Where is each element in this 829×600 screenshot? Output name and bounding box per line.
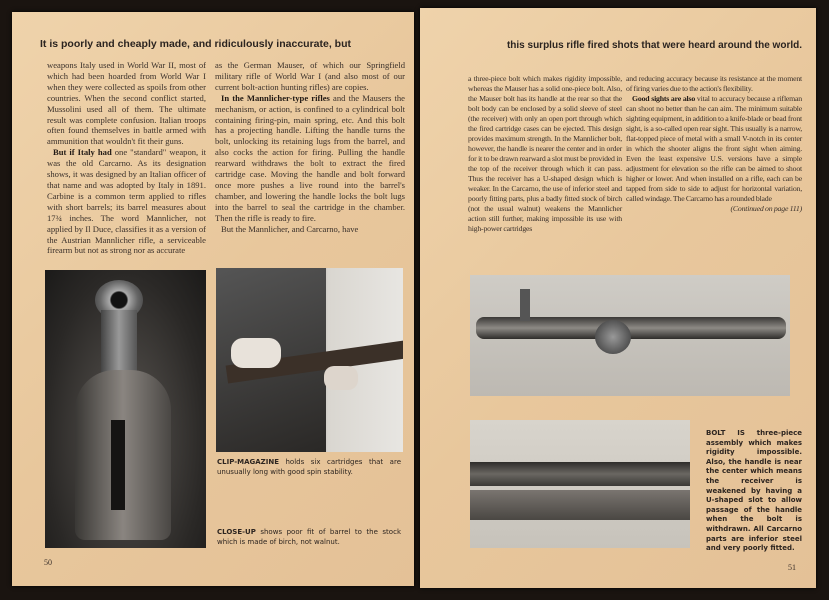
left-magazine-page <box>12 12 414 586</box>
right-headline: this surplus rifle fired shots that were heard around the world. <box>506 40 802 51</box>
paragraph: as the German Mauser, of which our Springfield military rifle of World War I (and also most of our current bolt-action hunting rifles) are copies. <box>215 60 405 92</box>
paragraph: a three-piece bolt which makes rigidity impossible, whereas the Mauser has a solid one-piece bolt. Also, the Mauser bolt has its handle at the rear so that the bolt body can be enclosed by a solid sleeve of steel (the receiver) with only an open port through which the fired cartridge cases can be ejected. This design provides maximum strength. In the Mannlicher bolt, however, the handle is nearer the center and in order for it to be drawn rearward a slot must be provided in the top of the receiver through which it can pass. Thus the receiver has a U-shaped design which is weaker. In the Carcarno, the use of inferior steel and poorly fitting parts, plus a badly fitted stock of birch (not the usual walnut) weakens the Mannlicher action still further, making impossible its use with high-power cartridges <box>468 74 622 233</box>
continued-note: (Continued on page 111) <box>730 204 802 213</box>
left-column-1 <box>47 60 206 256</box>
right-magazine-page <box>420 8 816 588</box>
page-number: 51 <box>788 563 796 572</box>
closeup-photo <box>45 270 206 548</box>
page-number: 50 <box>44 558 52 567</box>
paragraph: But the Mannlicher, and Carcarno, have <box>221 223 359 234</box>
clip-magazine-photo <box>216 268 403 452</box>
right-column-1 <box>468 74 622 234</box>
bolt-caption: BOLT IS three-piece assembly which makes rigidity impossible. Also, the handle is near the center which means the receiver is weakened by having a U-shaped slot to allow passage of the handle when the bolt is withdrawn. All Carcarno parts are inferior steel and very poorly fitted. <box>706 429 802 553</box>
closeup-caption: CLOSE-UP shows poor fit of barrel to the stock which is made of birch, not walnut. <box>217 528 401 546</box>
paragraph: and reducing accuracy because its resistance at the moment of firing varies due to the action's flexibility. <box>626 74 802 93</box>
paragraph: weapons Italy used in World War II, most of which had been hoarded from World War I when they were collected as spoils from other countries. When the second conflict started, Mussolini used all of them. The ultimate result was complete confusion. Italian troops often found themselves in battle armed with ammunition that wouldn't fit their guns. <box>47 60 206 147</box>
bolt-photo-bottom <box>470 420 690 548</box>
left-headline: It is poorly and cheaply made, and ridiculously inaccurate, but <box>40 38 351 50</box>
paragraph: In the Mannlicher-type rifles and the Mausers the mechanism, or action, is confined to a cylindrical bolt containing firing-pin, main spring, etc. And this bolt has a projecting handle. Lifting the handle turns the bolt, unlocking its retaining lugs from the barrel, and also cocks the action for firing. Pulling the handle rearward withdraws the bolt to extract the fired cartridge case. Moving the handle and bolt forward once more pushes a live round into the barrel's chamber, and lowering the handle locks the bolt lugs into the barrel to seal the cartridge in the chamber. Then the rifle is ready to fire. <box>215 92 405 223</box>
right-column-2 <box>626 74 802 214</box>
left-column-2 <box>215 60 405 235</box>
clip-magazine-caption: CLIP-MAGAZINE holds six cartridges that are unusually long with good spin stability. <box>217 458 401 476</box>
bolt-photo-top <box>470 275 790 396</box>
paragraph: But if Italy had one "standard" weapon, it was the old Carcarno. As its designation shows, it was designed by an Italian officer of that name and was adopted by Italy in 1891. Carbine is a common term applied to rifles with short barrels; its barrel measures about 17¾ inches. The word Mannlicher, not applied by Il Duce, classifies it as a version of the Austrian Mannlicher rifle, a serviceable firearm but not as strong nor as accurate <box>47 147 206 256</box>
paragraph: Good sights are also vital to accuracy because a rifleman can shoot no better than he can aim. The minimum suitable sighting equipment, in addition to a knife-blade or bead front sight, is a so-called open rear sight. This usually is a narrow, flat-topped piece of metal with a small V-notch in its center in which the shooter aligns the front sight when aiming. Even the least expensive U.S. versions have a simple adjustment for elevation so the rifle can be aimed to shoot higher or lower. And when installed on a rifle, each can be tapped from side to side to adjust for horizontal variation, called windage. The Carcarno has a rounded blade <box>626 94 802 203</box>
